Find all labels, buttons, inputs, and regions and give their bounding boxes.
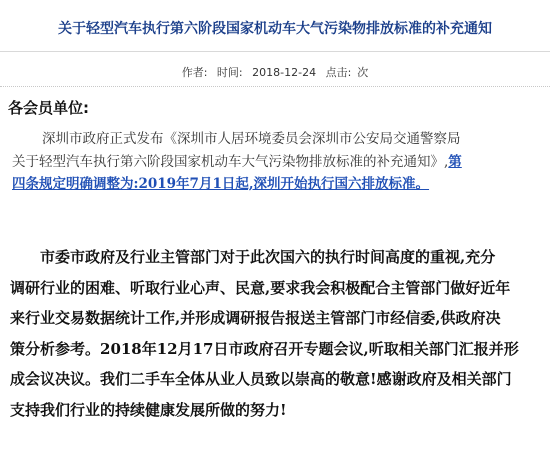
title-bar — [0, 8, 550, 52]
paragraph-line — [12, 173, 542, 196]
article-meta — [0, 64, 550, 80]
time-label: 时间: — [216, 66, 243, 79]
paragraph-line: 成会议决议。我们二手车全体从业人员致以崇高的敬意!感谢政府及相关部门 — [10, 370, 512, 388]
clicks-unit: 次 — [357, 66, 369, 79]
paragraph-announcement — [12, 128, 542, 196]
regulation-link[interactable]: 第 — [448, 153, 462, 170]
paragraph-line: 策分析参考。2018年12月17日市政府召开专题会议,听取相关部门汇报并形 — [10, 339, 519, 358]
paragraph-line: 来行业交易数据统计工作,并形成调研报告报送主管部门市经信委,供政府决 — [10, 309, 501, 327]
author-label: 作者: — [181, 66, 208, 79]
meta-divider — [0, 86, 550, 87]
paragraph-line: 市委市政府及行业主管部门对于此次国六的执行时间高度的重视,充分 — [40, 248, 496, 266]
paragraph-line: 支持我们行业的持续健康发展所做的努力! — [10, 400, 287, 419]
paragraph-government — [10, 242, 542, 425]
time-value: 2018-12-24 — [252, 66, 317, 79]
paragraph-text: 关于轻型汽车执行第六阶段国家机动车大气污染物排放标准的补充通知》, — [12, 153, 449, 170]
paragraph-line: 深圳市政府正式发布《深圳市人居环境委员会深圳市公安局交通警察局 — [42, 131, 461, 147]
paragraph-line: 调研行业的困难、听取行业心声、民意,要求我会积极配合主管部门做好近年 — [10, 278, 511, 297]
paragraph-line — [12, 151, 542, 174]
article-title: 关于轻型汽车执行第六阶段国家机动车大气污染物排放标准的补充通知 — [58, 21, 492, 37]
clicks-label: 点击: — [325, 66, 352, 79]
salutation: 各会员单位: — [8, 99, 89, 117]
regulation-link-continued[interactable]: 四条规定明确调整为:2019年7月1日起,深圳开始执行国六排放标准。 — [12, 176, 430, 192]
